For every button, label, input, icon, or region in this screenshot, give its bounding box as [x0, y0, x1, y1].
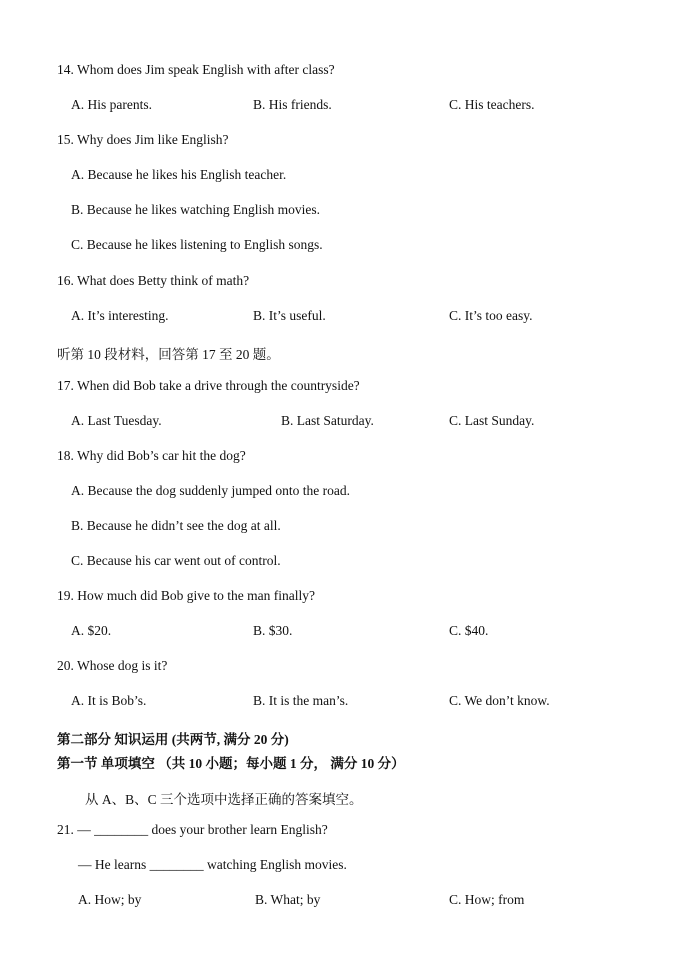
q19-option-b: B. $30.: [253, 623, 293, 638]
part2-title: 第二部分 知识运用 (共两节, 满分 20 分): [57, 732, 289, 747]
q14-option-a: A. His parents.: [71, 97, 152, 112]
q18-option-a: A. Because the dog suddenly jumped onto the road.: [71, 483, 350, 498]
q14-option-c: C. His teachers.: [449, 97, 535, 112]
q16-option-c: C. It’s too easy.: [449, 308, 533, 323]
q20-option-b: B. It is the man’s.: [253, 693, 349, 708]
q21-option-a: A. How; by: [78, 892, 142, 907]
q17-option-c: C. Last Sunday.: [449, 413, 535, 428]
q20-option-c: C. We don’t know.: [449, 693, 550, 708]
q19-option-c: C. $40.: [449, 623, 489, 638]
section1-instruction: 从 A、B、C 三个选项中选择正确的答案填空。: [85, 792, 363, 807]
q14-option-b: B. His friends.: [253, 97, 332, 112]
question-21: 21. — ________ does your brother learn English?: [57, 822, 328, 837]
q16-option-b: B. It’s useful.: [253, 308, 326, 323]
question-21-response: — He learns ________ watching English movies.: [78, 857, 347, 872]
question-16: 16. What does Betty think of math?: [57, 273, 250, 288]
q21-option-b: B. What; by: [255, 892, 321, 907]
question-19: 19. How much did Bob give to the man finally?: [57, 588, 315, 603]
q18-option-c: C. Because his car went out of control.: [71, 553, 281, 568]
question-15: 15. Why does Jim like English?: [57, 132, 229, 147]
q15-option-a: A. Because he likes his English teacher.: [71, 167, 287, 182]
question-20: 20. Whose dog is it?: [57, 658, 168, 673]
q18-option-b: B. Because he didn’t see the dog at all.: [71, 518, 281, 533]
q17-option-b: B. Last Saturday.: [281, 413, 374, 428]
q17-option-a: A. Last Tuesday.: [71, 413, 162, 428]
q15-option-c: C. Because he likes listening to English songs.: [71, 237, 323, 252]
q20-option-a: A. It is Bob’s.: [71, 693, 147, 708]
q15-option-b: B. Because he likes watching English movies.: [71, 202, 320, 217]
q21-option-c: C. How; from: [449, 892, 525, 907]
question-18: 18. Why did Bob’s car hit the dog?: [57, 448, 246, 463]
q16-option-a: A. It’s interesting.: [71, 308, 169, 323]
q19-option-a: A. $20.: [71, 623, 112, 638]
question-17: 17. When did Bob take a drive through the countryside?: [57, 378, 360, 393]
listening-instruction: 听第 10 段材料，回答第 17 至 20 题。: [57, 347, 280, 362]
question-14: 14. Whom does Jim speak English with after class?: [57, 62, 335, 77]
section1-title: 第一节 单项填空 （共 10 小题；每小题 1 分， 满分 10 分）: [57, 756, 405, 771]
